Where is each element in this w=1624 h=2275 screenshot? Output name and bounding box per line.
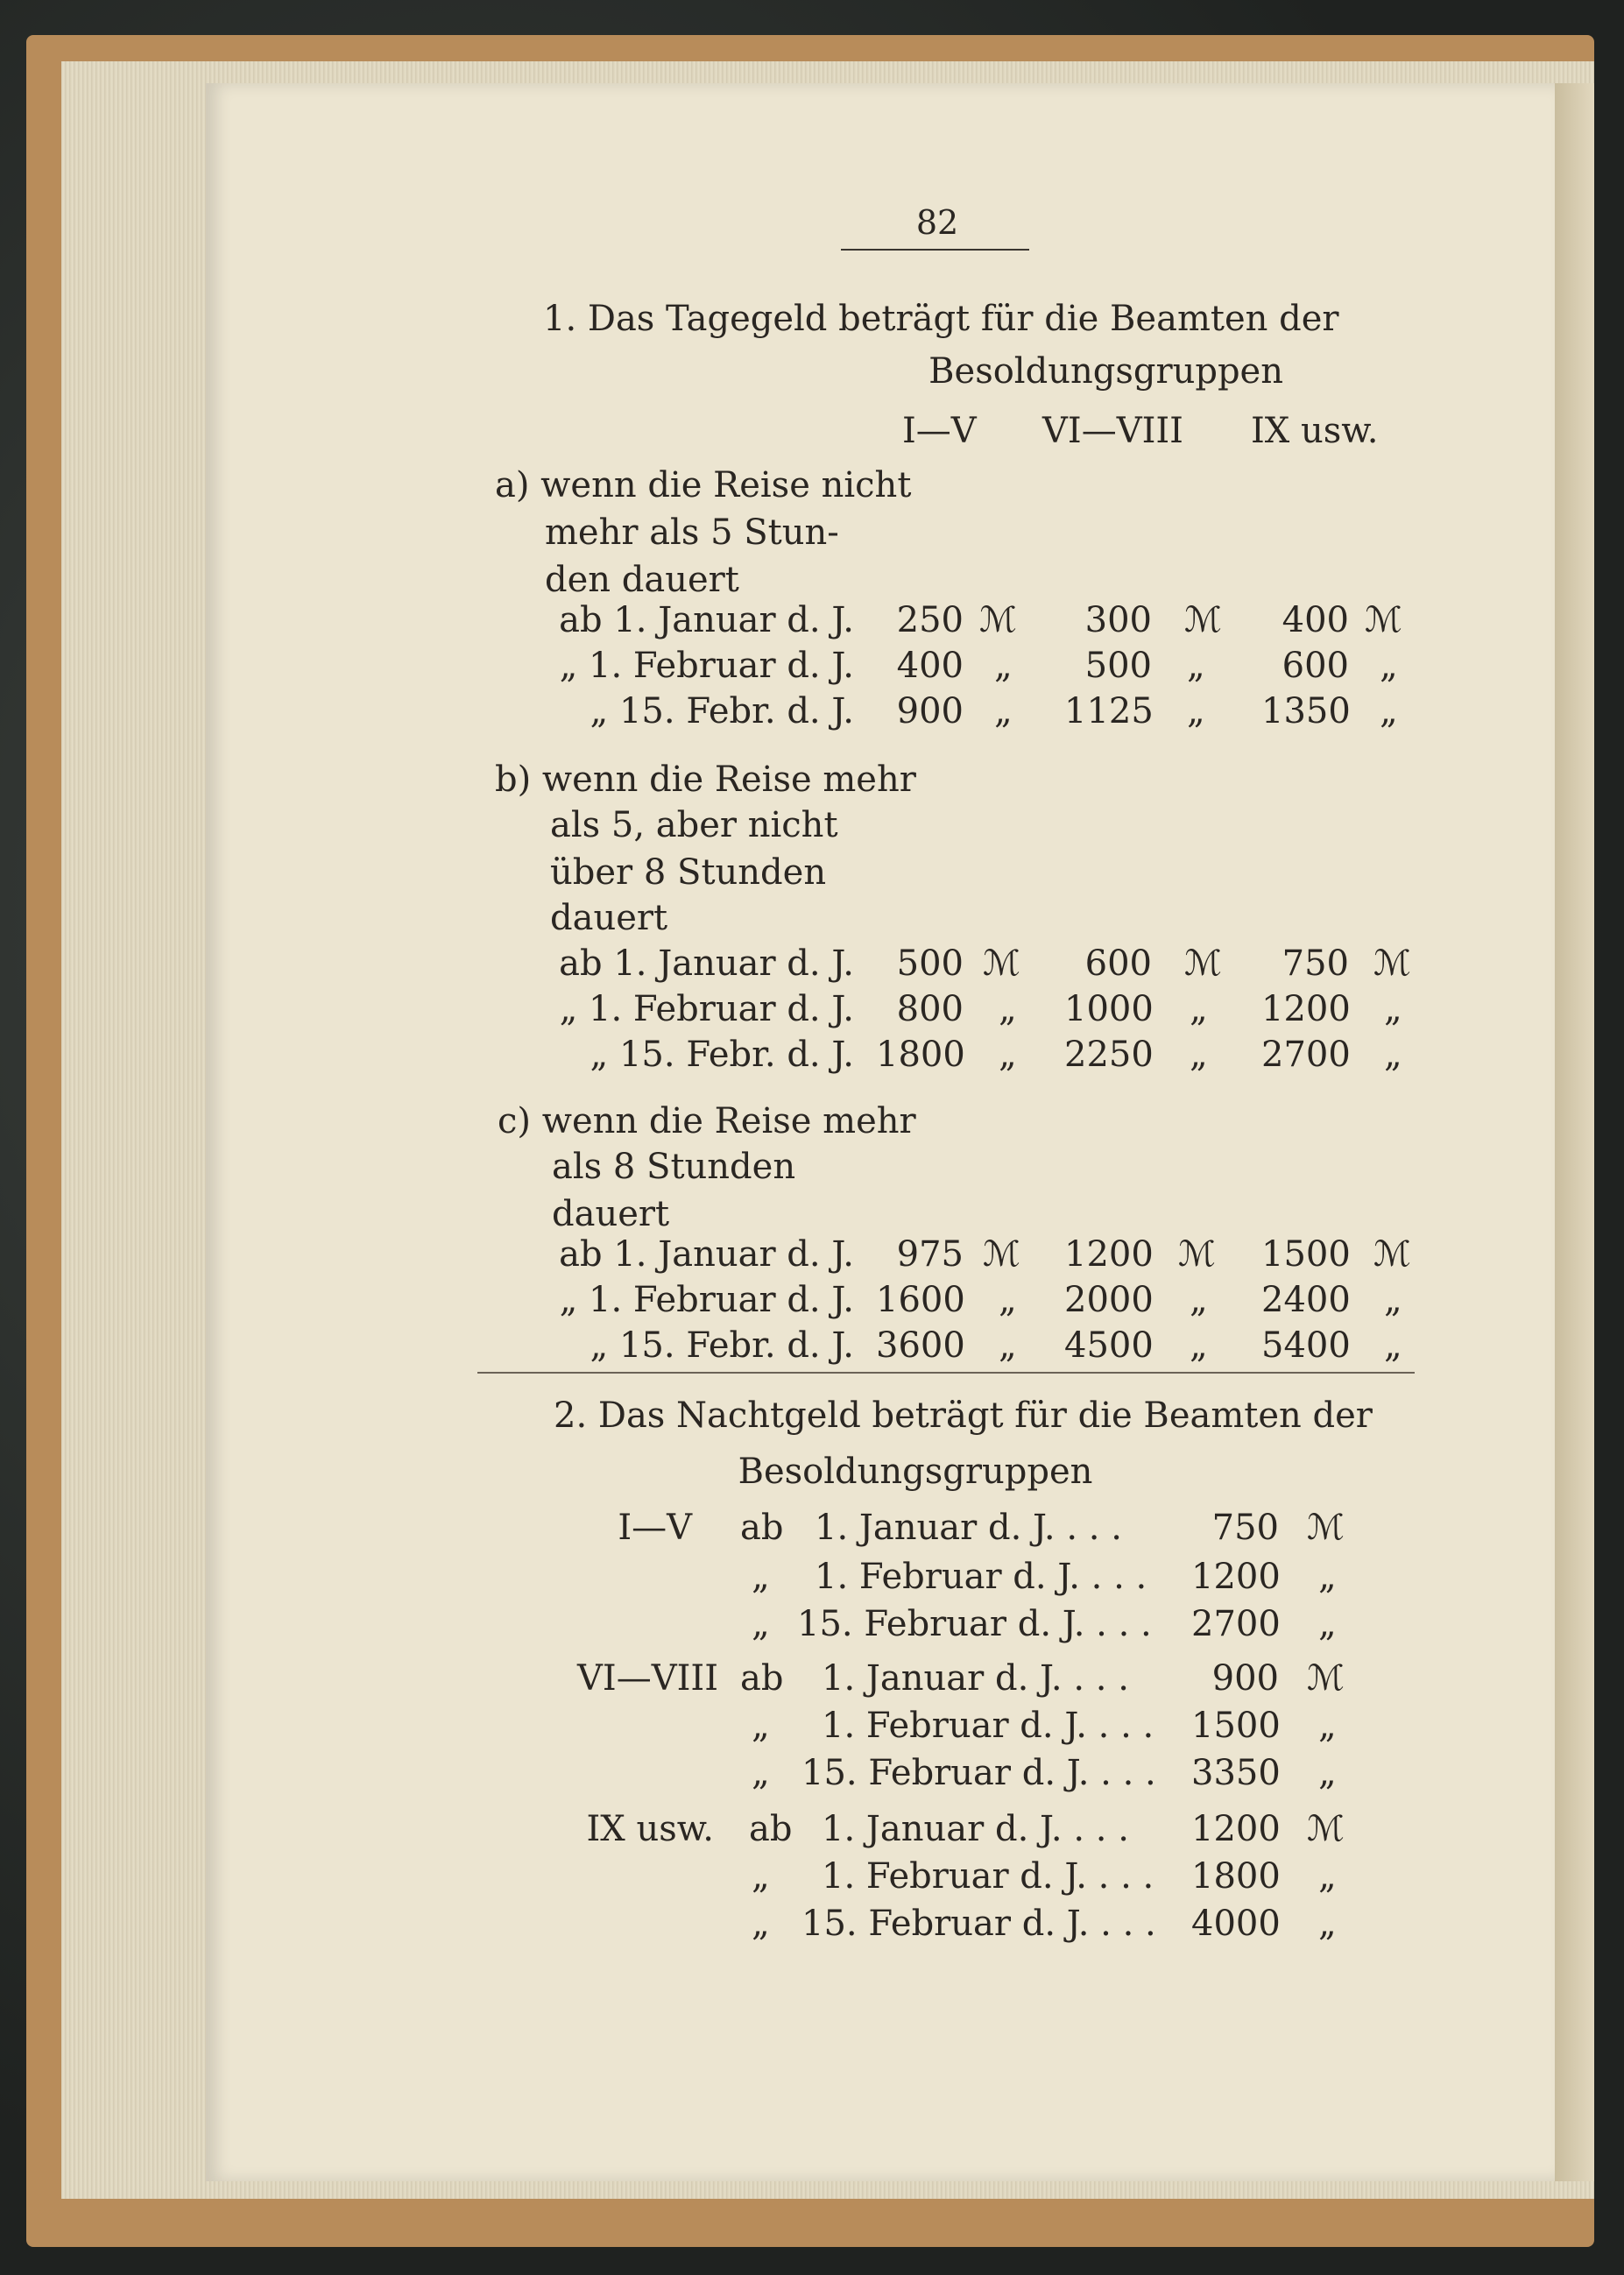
group-b-row-3-unit-2: „ — [1190, 1035, 1208, 1075]
night-group-3-row-1-unit: ℳ — [1307, 1809, 1345, 1849]
group-c-label-line-2: als 8 Stunden — [552, 1147, 796, 1187]
night-group-1-row-1-prefix: ab — [740, 1508, 784, 1548]
group-a-row-1-value-2: 300 — [1084, 600, 1152, 640]
night-group-3-row-2-unit: „ — [1318, 1856, 1337, 1897]
group-a-row-2-unit-2: „ — [1187, 646, 1205, 686]
night-group-2-row-1-value: 900 — [1211, 1658, 1279, 1699]
group-a-label-line-2: mehr als 5 Stun- — [545, 512, 839, 553]
group-b-row-2-unit-2: „ — [1190, 989, 1208, 1029]
group-a-label-line-1: a) wenn die Reise nicht — [495, 465, 912, 505]
night-group-3-row-2-value: 1800 — [1191, 1856, 1281, 1897]
night-group-3-row-1-prefix: ab — [749, 1809, 793, 1849]
group-a-row-2-value-3: 600 — [1282, 646, 1349, 686]
group-a-row-3-value-1: 900 — [896, 691, 964, 731]
night-group-2-row-3-value: 3350 — [1191, 1753, 1281, 1793]
section-divider — [477, 1372, 1415, 1374]
group-c-row-3-unit-2: „ — [1190, 1325, 1208, 1366]
column-header-1: I—V — [902, 411, 977, 451]
group-a-row-1-date: ab 1. Januar d. J. — [559, 600, 854, 640]
group-a-row-1-unit-2: ℳ — [1184, 600, 1222, 640]
group-c-row-3-unit-1: „ — [999, 1325, 1017, 1366]
night-group-2-row-2-unit: „ — [1318, 1706, 1337, 1746]
group-a-row-2-value-1: 400 — [896, 646, 964, 686]
night-group-1-row-1-value: 750 — [1211, 1508, 1279, 1548]
group-a-row-2-unit-1: „ — [994, 646, 1013, 686]
section2-heading: 2. Das Nachtgeld beträgt für die Beamten der — [554, 1395, 1373, 1436]
group-c-row-2-date: „ 1. Februar d. J. — [559, 1280, 854, 1320]
group-b-row-3-date: „ 15. Febr. d. J. — [590, 1035, 854, 1075]
group-b-row-1-value-1: 500 — [896, 943, 964, 984]
night-group-3-row-1-date: 1. Januar d. J. . . . — [822, 1809, 1129, 1849]
group-c-row-3-unit-3: „ — [1384, 1325, 1402, 1366]
page-number: 82 — [915, 203, 959, 242]
night-group-2-label: VI—VIII — [577, 1658, 718, 1699]
group-a-row-1-value-3: 400 — [1282, 600, 1349, 640]
night-group-1-row-3-unit: „ — [1318, 1604, 1337, 1644]
group-c-row-2-value-2: 2000 — [1064, 1280, 1154, 1320]
group-b-row-2-value-1: 800 — [896, 989, 964, 1029]
column-header-3: IX usw. — [1251, 411, 1379, 451]
header-rule — [841, 249, 1029, 251]
group-a-label-line-3: den dauert — [545, 560, 739, 600]
group-c-row-1-value-3: 1500 — [1261, 1234, 1351, 1275]
group-b-row-1-value-3: 750 — [1282, 943, 1349, 984]
group-b-row-3-value-2: 2250 — [1064, 1035, 1154, 1075]
group-b-row-1-date: ab 1. Januar d. J. — [559, 943, 854, 984]
night-group-2-row-2-prefix: „ — [752, 1706, 770, 1746]
night-group-3-row-2-prefix: „ — [752, 1856, 770, 1897]
night-group-2-row-2-value: 1500 — [1191, 1706, 1281, 1746]
night-group-2-row-1-unit: ℳ — [1307, 1658, 1345, 1699]
night-group-1-row-2-value: 1200 — [1191, 1557, 1281, 1597]
group-c-row-2-unit-3: „ — [1384, 1280, 1402, 1320]
night-group-2-row-3-date: 15. Februar d. J. . . . — [801, 1753, 1156, 1793]
group-a-row-1-value-1: 250 — [896, 600, 964, 640]
night-group-3-row-1-value: 1200 — [1191, 1809, 1281, 1849]
group-a-row-3-unit-1: „ — [994, 691, 1013, 731]
night-group-2-row-3-prefix: „ — [752, 1753, 770, 1793]
group-b-row-3-value-1: 1800 — [876, 1035, 965, 1075]
group-b-label-line-2: als 5, aber nicht — [550, 805, 838, 845]
night-group-3-row-3-prefix: „ — [752, 1904, 770, 1944]
night-group-3-row-2-date: 1. Februar d. J. . . . — [822, 1856, 1154, 1897]
group-b-label-line-1: b) wenn die Reise mehr — [495, 760, 916, 800]
night-group-3-row-3-value: 4000 — [1191, 1904, 1281, 1944]
night-group-2-row-1-date: 1. Januar d. J. . . . — [822, 1658, 1129, 1699]
group-a-row-2-value-2: 500 — [1084, 646, 1152, 686]
group-c-row-3-value-3: 5400 — [1261, 1325, 1351, 1366]
night-group-2-row-2-date: 1. Februar d. J. . . . — [822, 1706, 1154, 1746]
group-b-row-3-unit-1: „ — [999, 1035, 1017, 1075]
book-gutter — [1555, 83, 1594, 2181]
group-a-row-1-unit-3: ℳ — [1365, 600, 1402, 640]
night-group-3-label: IX usw. — [586, 1809, 714, 1849]
group-c-row-1-value-2: 1200 — [1064, 1234, 1154, 1275]
group-c-row-1-unit-2: ℳ — [1178, 1234, 1216, 1275]
night-group-2-row-3-unit: „ — [1318, 1753, 1337, 1793]
group-c-row-1-value-1: 975 — [896, 1234, 964, 1275]
column-header-2: VI—VIII — [1042, 411, 1183, 451]
night-group-1-row-3-value: 2700 — [1191, 1604, 1281, 1644]
group-c-row-2-value-3: 2400 — [1261, 1280, 1351, 1320]
group-c-row-2-unit-2: „ — [1190, 1280, 1208, 1320]
night-group-3-row-3-date: 15. Februar d. J. . . . — [801, 1904, 1156, 1944]
night-group-1-row-2-date: 1. Februar d. J. . . . — [815, 1557, 1147, 1597]
group-a-row-3-value-3: 1350 — [1261, 691, 1351, 731]
group-c-row-1-unit-3: ℳ — [1373, 1234, 1411, 1275]
night-group-1-row-1-unit: ℳ — [1307, 1508, 1345, 1548]
group-c-row-1-unit-1: ℳ — [983, 1234, 1020, 1275]
night-group-3-row-3-unit: „ — [1318, 1904, 1337, 1944]
group-a-row-2-unit-3: „ — [1380, 646, 1398, 686]
group-c-row-3-date: „ 15. Febr. d. J. — [590, 1325, 854, 1366]
group-b-label-line-3: über 8 Stunden — [550, 852, 827, 893]
group-a-row-2-date: „ 1. Februar d. J. — [559, 646, 854, 686]
group-b-row-2-date: „ 1. Februar d. J. — [559, 989, 854, 1029]
night-group-1-row-3-prefix: „ — [752, 1604, 770, 1644]
group-b-row-1-unit-3: ℳ — [1373, 943, 1411, 984]
section2-subheading: Besoldungsgruppen — [738, 1452, 1093, 1492]
night-group-1-row-1-date: 1. Januar d. J. . . . — [815, 1508, 1122, 1548]
group-a-row-3-unit-3: „ — [1380, 691, 1398, 731]
night-group-1-row-2-prefix: „ — [752, 1557, 770, 1597]
group-c-label-line-3: dauert — [552, 1194, 670, 1234]
night-group-1-row-2-unit: „ — [1318, 1557, 1337, 1597]
night-group-1-label: I—V — [618, 1508, 692, 1548]
section1-subheading: Besoldungsgruppen — [929, 351, 1283, 392]
group-b-row-1-unit-2: ℳ — [1184, 943, 1222, 984]
group-c-row-1-date: ab 1. Januar d. J. — [559, 1234, 854, 1275]
group-b-row-2-unit-1: „ — [999, 989, 1017, 1029]
group-b-row-3-unit-3: „ — [1384, 1035, 1402, 1075]
group-b-row-1-value-2: 600 — [1084, 943, 1152, 984]
group-b-row-3-value-3: 2700 — [1261, 1035, 1351, 1075]
group-b-row-2-unit-3: „ — [1384, 989, 1402, 1029]
group-b-row-2-value-2: 1000 — [1064, 989, 1154, 1029]
night-group-1-row-3-date: 15. Februar d. J. . . . — [797, 1604, 1152, 1644]
group-a-row-3-value-2: 1125 — [1064, 691, 1154, 731]
group-a-row-3-unit-2: „ — [1187, 691, 1205, 731]
night-group-2-row-1-prefix: ab — [740, 1658, 784, 1699]
group-c-row-3-value-2: 4500 — [1064, 1325, 1154, 1366]
group-b-row-2-value-3: 1200 — [1261, 989, 1351, 1029]
group-c-row-2-unit-1: „ — [999, 1280, 1017, 1320]
group-c-row-2-value-1: 1600 — [876, 1280, 965, 1320]
section1-heading: 1. Das Tagegeld beträgt für die Beamten der — [543, 299, 1339, 339]
group-b-label-line-4: dauert — [550, 898, 668, 938]
group-c-label-line-1: c) wenn die Reise mehr — [498, 1101, 916, 1141]
group-c-row-3-value-1: 3600 — [876, 1325, 965, 1366]
group-a-row-1-unit-1: ℳ — [979, 600, 1017, 640]
group-b-row-1-unit-1: ℳ — [983, 943, 1020, 984]
group-a-row-3-date: „ 15. Febr. d. J. — [590, 691, 854, 731]
